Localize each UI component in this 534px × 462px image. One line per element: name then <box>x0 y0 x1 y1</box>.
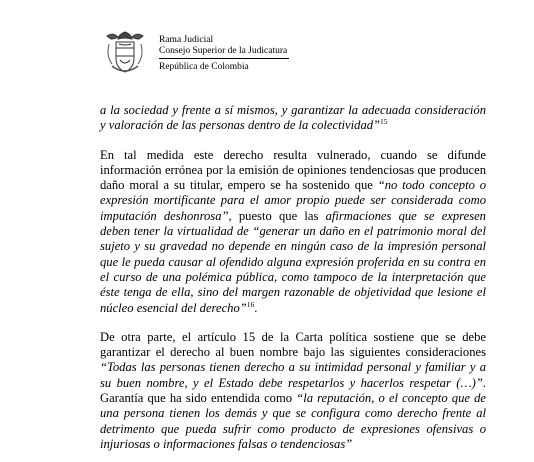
text-segment: “Todas las personas tienen derecho a su intimidad personal y familiar y a su buen nombre, y el Estado debe respetarlos y hacerlos respetar (…)” <box>100 360 486 390</box>
text-segment: En tal medida este derecho resulta vulnerado, cuando se difunde información errónea por la emisión de opiniones tendenciosas que producen daño moral a su titular, empero se ha sostenido que <box>100 147 486 193</box>
colombia-coat-of-arms-icon <box>103 30 147 76</box>
org-line-2: Consejo Superior de la Judicatura <box>159 45 288 56</box>
text-segment: . Garantía que ha sido entendida como <box>100 375 486 406</box>
paragraph <box>100 148 486 316</box>
text-segment: “la reputación, o el concepto que de una persona tienen los demás y que se configura como derecho frente al detrimento que pueda sufrir como producto de expresiones ofensivas o injuriosas o informaciones falsas o tendenciosas” <box>100 391 486 451</box>
text-segment: afirmaciones que se expresen deben tener la virtualidad de “generar un daño en el patrimonio moral del sujeto y su gravedad no depende en ningún caso de la impresión personal que le pueda causar al ofendido alguna expresión proferida en su contra en el curso de una polémica pública, como tampoco de la interpretación que éste tenga de ella, sino del margen razonable de objetividad que lesione el núcleo esencial del derecho” <box>100 208 486 315</box>
text-segment: “no todo concepto o expresión mortificante para el amor propio puede ser considerada como imputación deshonrosa” <box>100 178 487 223</box>
paragraph <box>100 330 486 452</box>
footnote-ref[interactable]: 16 <box>246 299 255 309</box>
text-segment: , puesto que las <box>228 208 326 223</box>
text-segment: De otra parte, el artículo 15 de la Carta política sostiene que se debe garantizar el derecho al buen nombre bajo las siguientes consideraciones <box>100 329 486 360</box>
organization-name <box>159 35 287 56</box>
footnote-ref[interactable]: 15 <box>380 117 388 127</box>
org-line-1: Rama Judicial <box>159 35 214 45</box>
text-segment: . <box>254 300 258 315</box>
header-divider <box>159 58 289 59</box>
letterhead <box>103 30 403 80</box>
paragraph <box>100 103 486 134</box>
republic-name: República de Colombia <box>159 62 249 72</box>
document-body <box>100 103 486 452</box>
text-segment: a la sociedad y frente a sí mismos, y garantizar la adecuada consideración y valoración de las personas dentro de la colectividad” <box>100 103 486 133</box>
